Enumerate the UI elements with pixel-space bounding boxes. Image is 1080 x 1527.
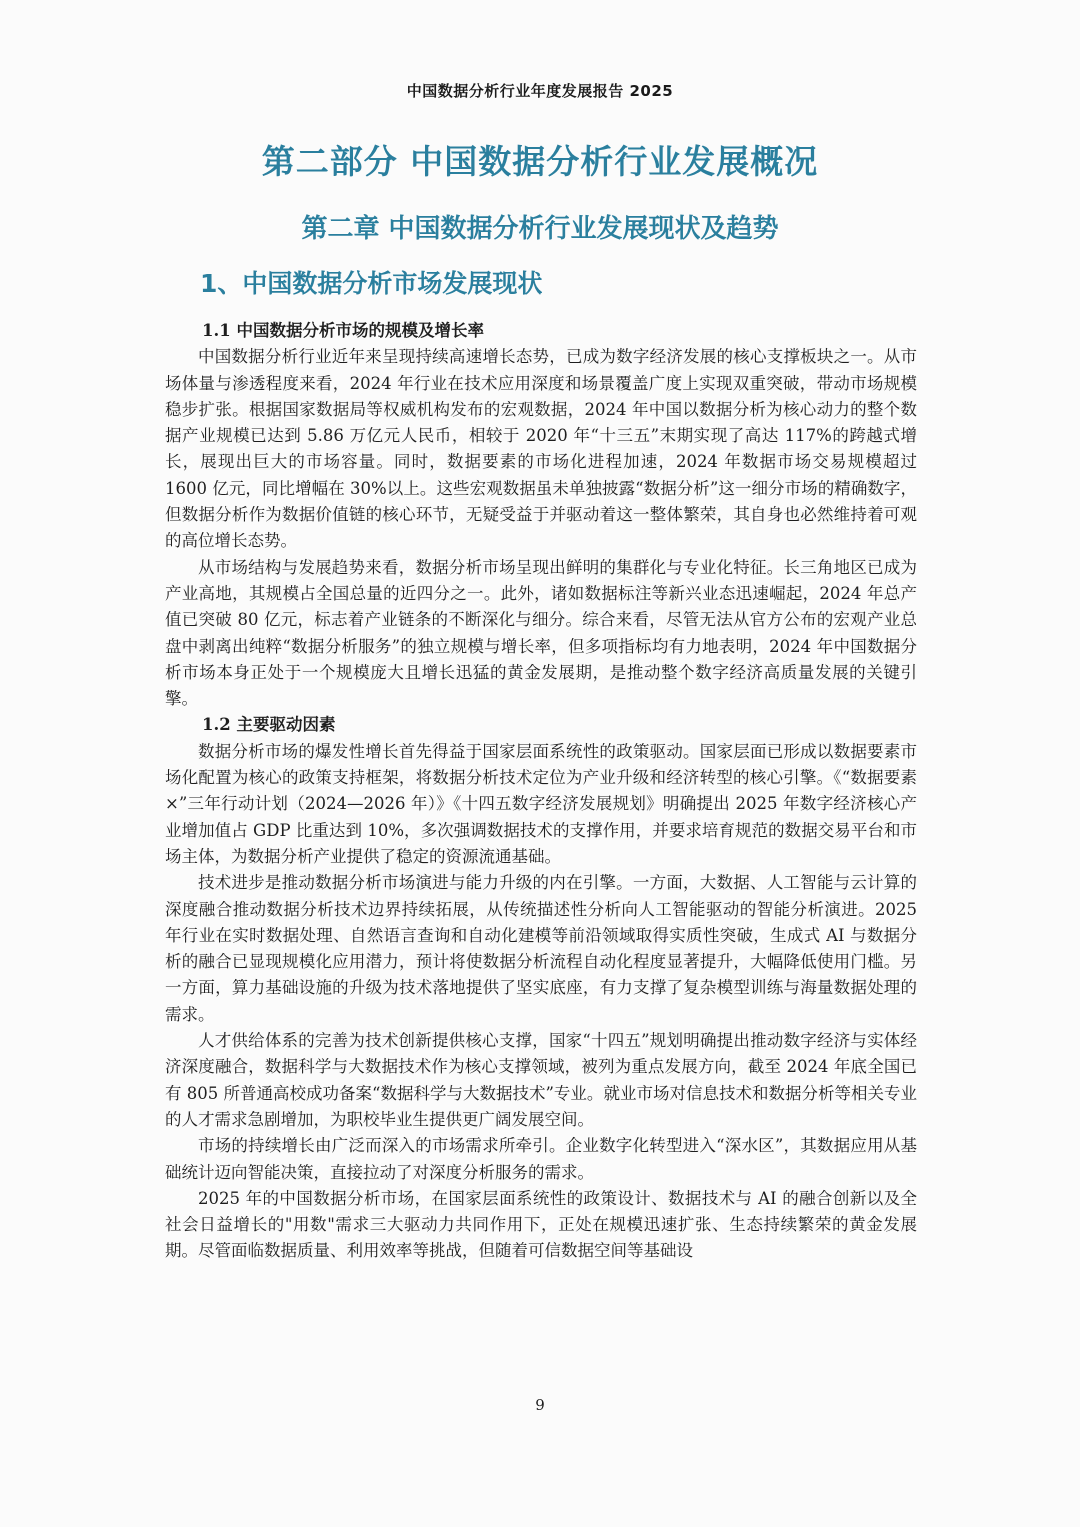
subsection-title-1-1: 1.1 中国数据分析市场的规模及增长率 bbox=[202, 321, 484, 340]
paragraph: 人才供给体系的完善为技术创新提供核心支撑，国家“十四五”规划明确提出推动数字经济与实体经济深度融合，数据科学与大数据技术作为核心支撑领域，被列为重点发展方向，截至 2024 年底全国已有 805 所普通高校成功备案“数据科学与大数据技术”专业。就业市场对信息技术和数据分析等相关专业的人才需求急剧增加，为职校毕业生提供更广阔发展空间。 bbox=[165, 1031, 917, 1129]
section-title: 1、中国数据分析市场发展现状 bbox=[200, 269, 543, 298]
paragraph: 中国数据分析行业近年来呈现持续高速增长态势，已成为数字经济发展的核心支撑板块之一。从市场体量与渗透程度来看，2024 年行业在技术应用深度和场景覆盖广度上实现双重突破，带动市场规模稳步扩张。根据国家数据局等权威机构发布的宏观数据，2024 年中国以数据分析为核心动力的整个数据产业规模已达到 5.86 万亿元人民币，相较于 2020 年“十三五”末期实现了高达 117%的跨越式增长，展现出巨大的市场容量。同时，数据要素的市场化进程加速，2024 年数据市场交易规模超过 1600 亿元，同比增幅在 30%以上。这些宏观数据虽未单独披露“数据分析”这一细分市场的精确数字，但数据分析作为数据价值链的核心环节，无疑受益于并驱动着这一整体繁荣，其自身也必然维持着可观的高位增长态势。 bbox=[165, 347, 917, 551]
body-content bbox=[165, 318, 917, 1265]
paragraph: 数据分析市场的爆发性增长首先得益于国家层面系统性的政策驱动。国家层面已形成以数据要素市场化配置为核心的政策支持框架，将数据分析技术定位为产业升级和经济转型的核心引擎。《“数据要素×”三年行动计划（2024—2026 年）》《十四五数字经济发展规划》明确提出 2025 年数字经济核心产业增加值占 GDP 比重达到 10%，多次强调数据技术的支撑作用，并要求培育规范的数据交易平台和市场主体，为数据分析产业提供了稳定的资源流通基础。 bbox=[165, 741, 917, 866]
paragraph: 2025 年的中国数据分析市场，在国家层面系统性的政策设计、数据技术与 AI 的融合创新以及全社会日益增长的"用数"需求三大驱动力共同作用下，正处在规模迅速扩张、生态持续繁荣的黄金发展期。尽管面临数据质量、利用效率等挑战，但随着可信数据空间等基础设 bbox=[165, 1188, 917, 1261]
subsection-title-1-2: 1.2 主要驱动因素 bbox=[202, 715, 336, 735]
paragraph: 市场的持续增长由广泛而深入的市场需求所牵引。企业数字化转型进入“深水区”，其数据应用从基础统计迈向智能决策，直接拉动了对深度分析服务的需求。 bbox=[165, 1136, 917, 1182]
paragraph: 技术进步是推动数据分析市场演进与能力升级的内在引擎。一方面，大数据、人工智能与云计算的深度融合推动数据分析技术边界持续拓展，从传统描述性分析向人工智能驱动的智能分析演进。2025 年行业在实时数据处理、自然语言查询和自动化建模等前沿领域取得实质性突破，生成式 AI 与数据分析的融合已显现规模化应用潜力，预计将使数据分析流程自动化程度显著提升，大幅降低使用门槛。另一方面，算力基础设施的升级为技术落地提供了坚实底座，有力支撑了复杂模型训练与海量数据处理的需求。 bbox=[165, 873, 917, 1024]
chapter-title: 第二章 中国数据分析行业发展现状及趋势 bbox=[301, 214, 779, 244]
part-title: 第二部分 中国数据分析行业发展概况 bbox=[261, 142, 819, 181]
paragraph: 从市场结构与发展趋势来看，数据分析市场呈现出鲜明的集群化与专业化特征。长三角地区已成为产业高地，其规模占全国总量的近四分之一。此外，诸如数据标注等新兴业态迅速崛起，2024 年总产值已突破 80 亿元，标志着产业链条的不断深化与细分。综合来看，尽管无法从官方公布的宏观产业总盘中剥离出纯粹“数据分析服务”的独立规模与增长率，但多项指标均有力地表明，2024 年中国数据分析市场本身正处于一个规模庞大且增长迅猛的黄金发展期，是推动整个数字经济高质量发展的关键引擎。 bbox=[165, 557, 917, 709]
page-number: 9 bbox=[535, 1396, 545, 1414]
running-header: 中国数据分析行业年度发展报告 2025 bbox=[406, 82, 674, 100]
